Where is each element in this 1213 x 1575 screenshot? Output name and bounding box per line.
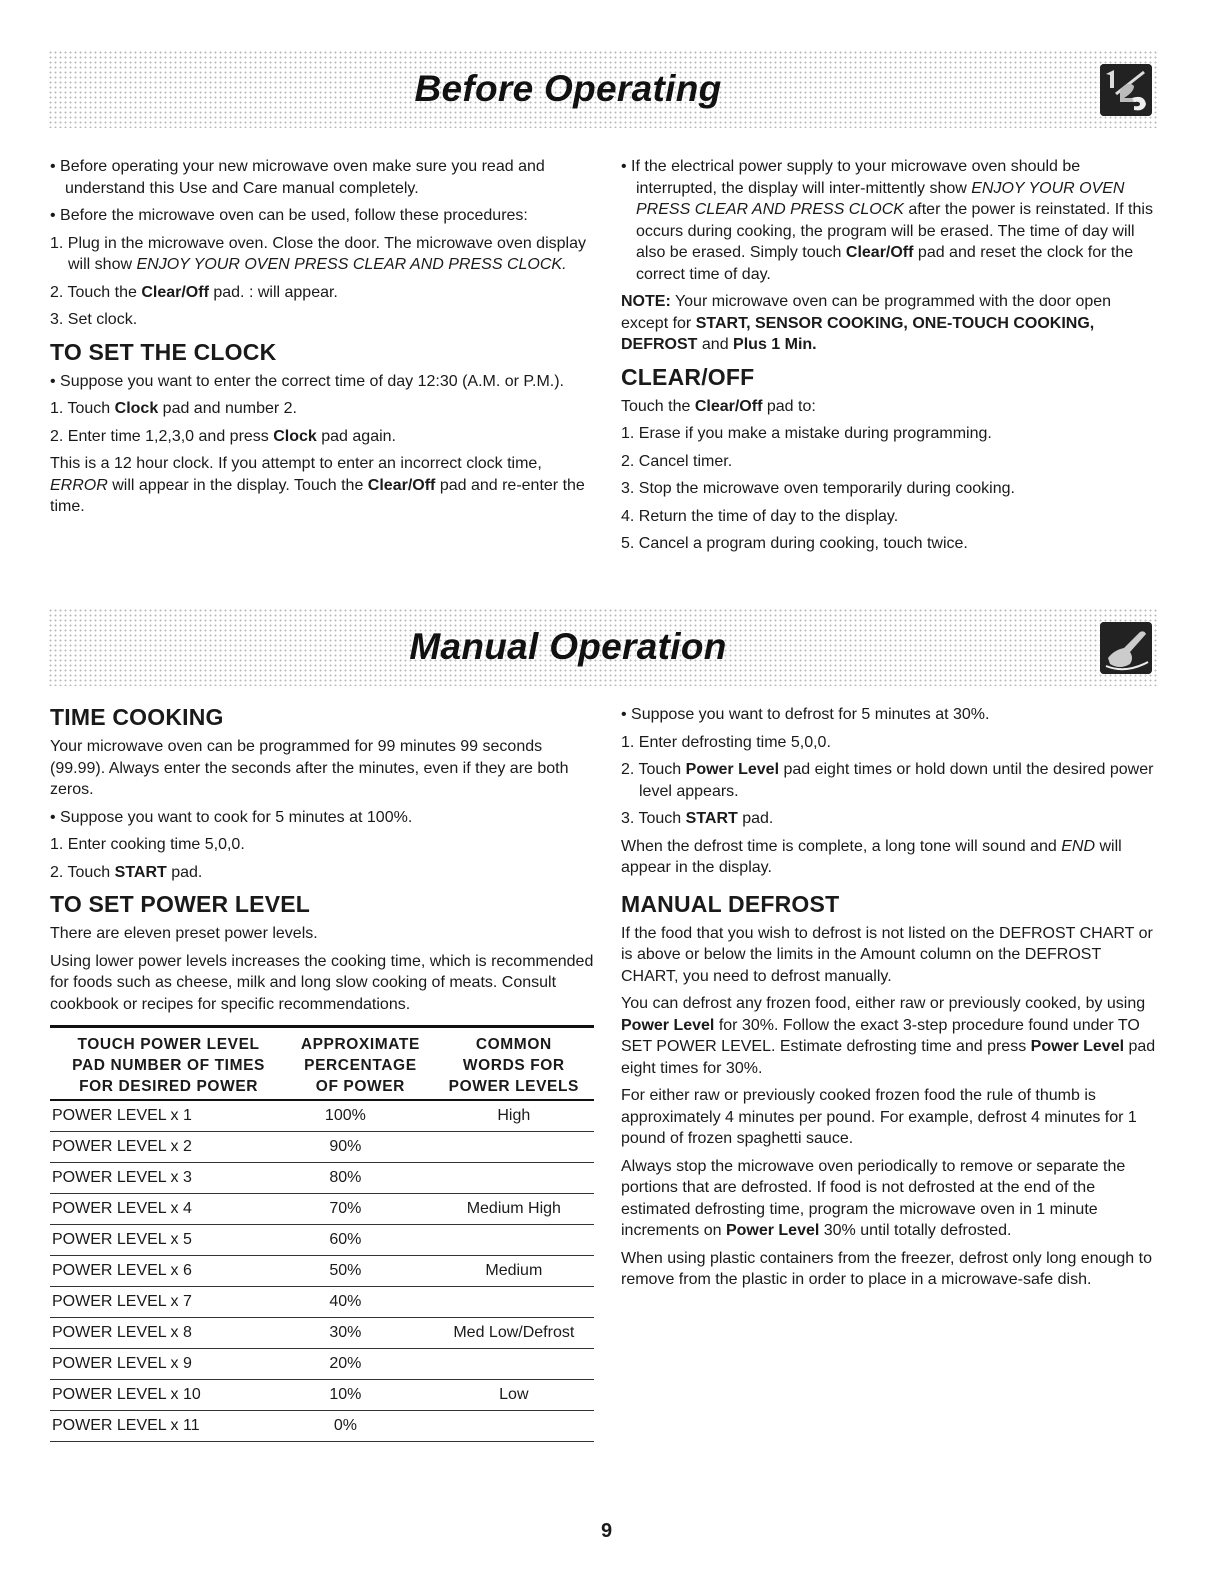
table-row: POWER LEVEL x 8 30% Med Low/Defrost xyxy=(50,1318,594,1349)
manual-defrost-p1: If the food that you wish to defrost is not listed on the DEFROST CHART or is above or below the limits in the Amount column on the DEFROST CHART, you need to defrost manually. xyxy=(621,924,1153,985)
col-header-touch: TOUCH POWER LEVEL PAD NUMBER OF TIMES FOR DESIRED POWER xyxy=(72,1036,265,1095)
table-row: POWER LEVEL x 5 60% xyxy=(50,1225,594,1256)
time-cooking-step-1: 1. Enter cooking time 5,0,0. xyxy=(50,836,245,853)
note-paragraph: NOTE: Your microwave oven can be programmed with the door open except for START, SENSOR COOKING, ONE-TOUCH COOKING, DEFROST and Plus 1 Min. xyxy=(621,293,1112,353)
clear-intro: Touch the Clear/Off pad to: xyxy=(621,397,816,415)
table-row: POWER LEVEL x 4 70% Medium High xyxy=(50,1194,594,1225)
heading-set-clock: TO SET THE CLOCK xyxy=(50,338,277,365)
manual-left-column xyxy=(50,704,595,1442)
step-3: 3. Set clock. xyxy=(50,311,138,328)
finger-press-icon xyxy=(1100,622,1152,674)
steps-123-icon xyxy=(1100,64,1152,116)
page-number: 9 xyxy=(600,1520,613,1542)
manual-defrost-p3: For either raw or previously cooked frozen food the rule of thumb is approximately 4 minutes per pound. For example, defrost 4 minutes for 1 pound of frozen spaghetti sauce. xyxy=(621,1087,1137,1147)
table-row: POWER LEVEL x 1 100% High xyxy=(50,1100,594,1132)
clock-step-2: 2. Enter time 1,2,3,0 and press Clock pad again. xyxy=(50,427,396,445)
manual-defrost-p4: Always stop the microwave oven periodically to remove or separate the portions that are defrosted. If food is not defrosted at the end of the estimated defrosting time, program the microwave oven in 1 minute increments on Power Level 30% until totally defrosted. xyxy=(621,1157,1126,1239)
defrost-complete: When the defrost time is complete, a long tone will sound and END will appear in the display. xyxy=(621,837,1122,876)
heading-clear-off: CLEAR/OFF xyxy=(621,363,755,390)
intro-bullet-2: • Before the microwave oven can be used, follow these procedures: xyxy=(50,207,528,224)
clear-item-2: 2. Cancel timer. xyxy=(621,452,733,470)
power-interrupt-bullet: • If the electrical power supply to your microwave oven should be interrupted, the display will inter-mittently show ENJOY YOUR OVEN PRESS CLEAR AND PRESS CLOCK after the power is reinstated. If this occurs during cooking, the program will be erased. The time of day will also be erased. Simply touch Clear/Off pad and reset the clock for the correct time of day. xyxy=(621,158,1153,283)
before-right-column xyxy=(621,156,1161,561)
clear-item-5: 5. Cancel a program during cooking, touch twice. xyxy=(621,535,968,552)
banner-manual-operation xyxy=(48,608,1158,686)
clock-note: This is a 12 hour clock. If you attempt to enter an incorrect clock time, ERROR will appear in the display. Touch the Clear/Off pad and re-enter the time. xyxy=(50,455,585,515)
heading-time-cooking: TIME COOKING xyxy=(50,704,224,730)
heading-set-power-level: TO SET POWER LEVEL xyxy=(50,891,311,917)
manual-defrost-p5: When using plastic containers from the freezer, defrost only long enough to remove from the plastic in order to place in a microwave-safe dish. xyxy=(621,1249,1152,1288)
defrost-step-1: 1. Enter defrosting time 5,0,0. xyxy=(621,733,831,751)
intro-bullet-1: • Before operating your new microwave oven make sure you read and understand this Use and Care manual completely. xyxy=(50,158,545,197)
power-level-intro: There are eleven preset power levels. xyxy=(50,925,318,942)
clear-item-3: 3. Stop the microwave oven temporarily during cooking. xyxy=(621,480,1015,497)
table-row: POWER LEVEL x 9 20% xyxy=(50,1349,594,1380)
step-2: 2. Touch the Clear/Off pad. : will appear. xyxy=(50,283,338,301)
col-header-words: COMMON WORDS FOR POWER LEVELS xyxy=(448,1036,579,1095)
table-row: POWER LEVEL x 6 50% Medium xyxy=(50,1256,594,1287)
col-header-percentage: APPROXIMATE PERCENTAGE OF POWER xyxy=(300,1036,420,1095)
table-row: POWER LEVEL x 2 90% xyxy=(50,1132,594,1163)
heading-manual-defrost: MANUAL DEFROST xyxy=(621,890,840,917)
banner-title: Manual Operation xyxy=(409,626,727,667)
table-row: POWER LEVEL x 7 40% xyxy=(50,1287,594,1318)
table-header-row xyxy=(50,1027,594,1101)
clear-item-1: 1. Erase if you make a mistake during programming. xyxy=(621,425,992,442)
table-row: POWER LEVEL x 3 80% xyxy=(50,1163,594,1194)
table-row: POWER LEVEL x 10 10% Low xyxy=(50,1380,594,1411)
clear-item-4: 4. Return the time of day to the display. xyxy=(621,507,899,525)
defrost-step-2: 2. Touch Power Level pad eight times or hold down until the desired power level appears. xyxy=(621,761,1154,800)
clock-bullet: • Suppose you want to enter the correct time of day 12:30 (A.M. or P.M.). xyxy=(50,372,564,390)
manual-right-column xyxy=(621,704,1161,1297)
banner-before-operating xyxy=(48,50,1158,128)
step-1: 1. Plug in the microwave oven. Close the door. The microwave oven display will show ENJOY YOUR OVEN PRESS CLEAR AND PRESS CLOCK. xyxy=(50,234,586,273)
table-row: POWER LEVEL x 11 0% xyxy=(50,1411,594,1442)
power-level-table xyxy=(50,1025,594,1442)
power-level-desc: Using lower power levels increases the cooking time, which is recommended for foods such as cheese, milk and long slow cooking of meats. Consult cookbook or recipes for specific recommendations. xyxy=(50,952,594,1013)
time-cooking-intro: Your microwave oven can be programmed for 99 minutes 99 seconds (99.99). Always enter the seconds after the minutes, even if they are both zeros. xyxy=(50,738,569,798)
defrost-step-3: 3. Touch START pad. xyxy=(621,810,774,827)
before-left-column xyxy=(50,156,595,524)
manual-defrost-p2: You can defrost any frozen food, either raw or previously cooked, by using Power Level for 30%. Follow the exact 3-step procedure found under TO SET POWER LEVEL. Estimate defrosting time and press Power Level pad eight times for 30%. xyxy=(621,995,1156,1077)
time-cooking-step-2: 2. Touch START pad. xyxy=(50,863,203,881)
banner-title: Before Operating xyxy=(414,68,722,109)
clock-step-1: 1. Touch Clock pad and number 2. xyxy=(50,400,297,417)
time-cooking-bullet: • Suppose you want to cook for 5 minutes at 100%. xyxy=(50,808,413,826)
defrost-bullet: • Suppose you want to defrost for 5 minutes at 30%. xyxy=(621,706,990,723)
